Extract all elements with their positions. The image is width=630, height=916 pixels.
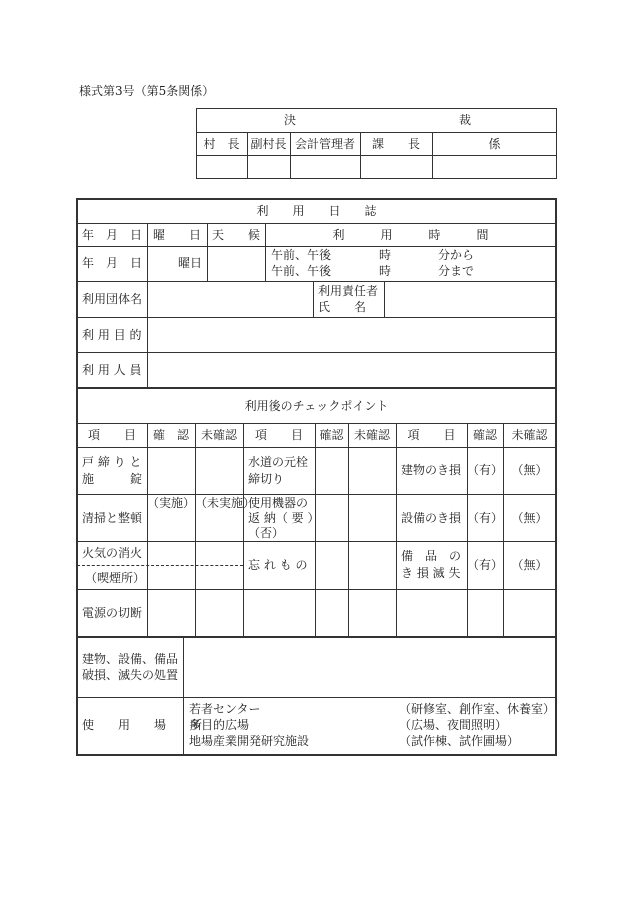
date-ymd-label: 年 月 日 — [81, 256, 142, 270]
check-item-water-line2: 締切り — [248, 472, 285, 486]
check-item-water-line1: 水道の元栓 — [248, 455, 309, 469]
check-item-power-off: 電源の切断 — [82, 606, 143, 620]
building-damage-no[interactable]: （無） — [511, 463, 548, 477]
header-usage-time: 利 用 時 間 — [332, 228, 489, 242]
time-from-minute: 分から — [438, 248, 475, 262]
people-label: 利 用 人 員 — [82, 363, 142, 377]
cleaning-not-done[interactable]: （未実施） — [195, 496, 256, 510]
check-item-fire-line2: （喫煙所） — [85, 571, 146, 585]
place-label: 使 用 場 所 — [82, 718, 203, 732]
approval-stamp-deputy[interactable] — [248, 156, 289, 178]
place-detail-research-facility: （試作棟、試作圃場） — [399, 734, 520, 748]
equipment-loss-yes[interactable]: （有） — [467, 558, 504, 572]
damage-label-line1: 建物、設備、備品 — [82, 652, 179, 666]
approval-col-section-chief: 課 長 — [371, 137, 420, 151]
responsible-label: 利用責任者 — [318, 284, 379, 298]
check-item-equipment-loss-line1: 備 品 の — [401, 549, 462, 563]
building-damage-yes[interactable]: （有） — [467, 463, 504, 477]
time-to-hour: 時 — [379, 264, 392, 278]
check-header-confirmed-1: 確 認 — [152, 428, 189, 442]
place-name-multipurpose-square[interactable]: 多目的広場 — [189, 718, 250, 732]
purpose-input[interactable] — [148, 318, 555, 351]
group-name-label: 利用団体名 — [82, 292, 143, 306]
facility-damage-no[interactable]: （無） — [511, 511, 548, 525]
check-item-lock-line1: 戸 締 り と — [82, 455, 142, 469]
check-item-facility-damage: 設備のき損 — [401, 511, 462, 525]
check-header-item-3: 項 目 — [407, 428, 456, 442]
cleaning-done[interactable]: （実施） — [147, 496, 196, 510]
check-header-confirmed-3: 確認 — [472, 428, 497, 442]
check-item-cleaning: 清掃と整頓 — [82, 511, 143, 525]
place-detail-multipurpose-square: （広場、夜間照明） — [399, 718, 508, 732]
equipment-loss-no[interactable]: （無） — [511, 558, 548, 572]
approval-title-right: 裁 — [459, 113, 472, 127]
check-item-equipment-line2: 返 納（ 要 ） — [248, 511, 320, 525]
approval-stamp-village-head[interactable] — [197, 156, 246, 178]
check-header-confirmed-2: 確認 — [319, 428, 344, 442]
check-header-item-2: 項 目 — [254, 428, 303, 442]
date-dow-label: 曜日 — [178, 256, 203, 270]
place-detail-youth-center: （研修室、創作室、休養室） — [399, 702, 556, 716]
approval-title-left: 決 — [284, 113, 297, 127]
check-item-equipment-line3: （否） — [248, 526, 285, 540]
weather-input[interactable] — [208, 247, 264, 280]
checkpoint-title: 利用後のチェックポイント — [244, 399, 389, 413]
check-item-building-damage: 建物のき損 — [401, 463, 462, 477]
approval-col-deputy: 副村長 — [250, 137, 287, 151]
check-item-fire-line1: 火気の消火 — [82, 546, 143, 560]
header-date: 年 月 日 — [81, 228, 142, 242]
purpose-label: 利 用 目 的 — [82, 328, 142, 342]
check-header-unconfirmed-2: 未確認 — [353, 428, 390, 442]
check-item-lock-line2: 施 錠 — [82, 472, 143, 486]
header-weather: 天 候 — [211, 228, 260, 242]
people-input[interactable] — [148, 353, 555, 386]
approval-stamp-accounting[interactable] — [291, 156, 359, 178]
responsible-name-label: 氏 名 — [318, 300, 367, 314]
header-weekday: 曜 日 — [152, 228, 201, 242]
check-item-equipment-line1: 使用機器の — [248, 496, 309, 510]
responsible-name-input[interactable] — [385, 282, 555, 316]
approval-col-accounting: 会計管理者 — [294, 137, 355, 151]
check-header-unconfirmed-3: 未確認 — [511, 428, 548, 442]
approval-col-staff: 係 — [488, 137, 501, 151]
time-to-ampm: 午前、午後 — [271, 264, 332, 278]
log-title: 利 用 日 誌 — [256, 204, 377, 218]
form-label: 様式第3号（第5条関係） — [79, 84, 215, 98]
facility-damage-yes[interactable]: （有） — [467, 511, 504, 525]
time-to-minute: 分まで — [438, 264, 475, 278]
check-header-item-1: 項 目 — [87, 428, 136, 442]
time-from-hour: 時 — [379, 248, 392, 262]
damage-label-line2: 破損、滅失の処置 — [82, 668, 179, 682]
check-item-lost-items: 忘 れ も の — [248, 558, 308, 572]
check-header-unconfirmed-1: 未確認 — [200, 428, 237, 442]
time-from-ampm: 午前、午後 — [271, 248, 332, 262]
place-name-research-facility[interactable]: 地場産業開発研究施設 — [189, 734, 310, 748]
approval-stamp-staff[interactable] — [433, 156, 556, 178]
approval-col-village-head: 村 長 — [203, 137, 240, 151]
approval-stamp-section-chief[interactable] — [361, 156, 431, 178]
damage-handling-input[interactable] — [184, 638, 555, 696]
check-item-equipment-loss-line2: き 損 滅 失 — [401, 566, 461, 580]
group-name-input[interactable] — [148, 282, 312, 316]
place-name-youth-center[interactable]: 若者センター — [189, 702, 261, 716]
